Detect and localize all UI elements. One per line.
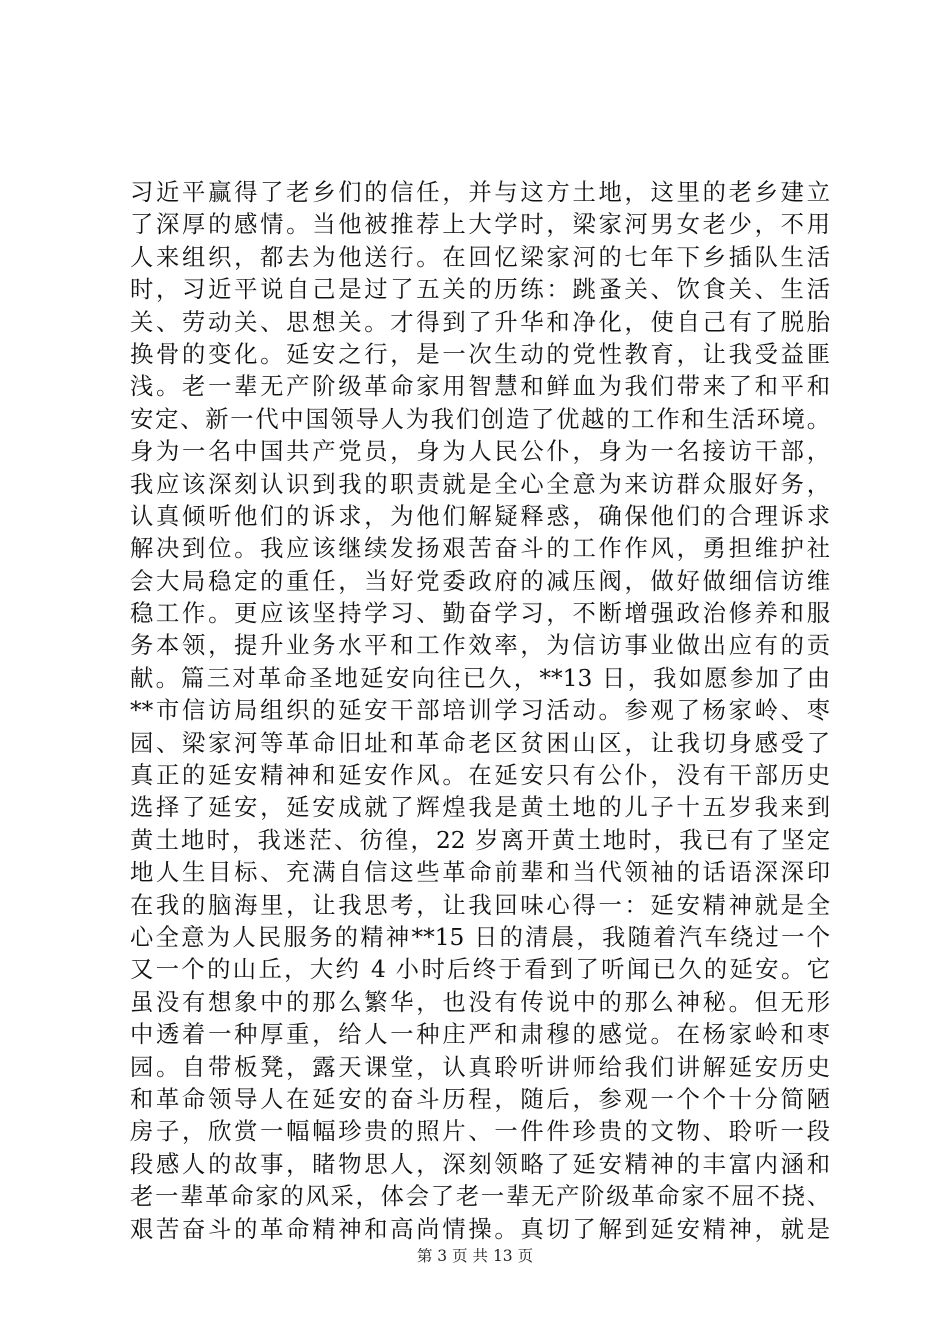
text-line: 认真倾听他们的诉求，为他们解疑释惑，确保他们的合理诉求 xyxy=(130,502,830,530)
text-line: 时，习近平说自己是过了五关的历练：跳蚤关、饮食关、生活 xyxy=(130,276,830,304)
text-line: 我应该深刻认识到我的职责就是全心全意为来访群众服好务， xyxy=(130,470,830,498)
text-line: 中透着一种厚重，给人一种庄严和肃穆的感觉。在杨家岭和枣 xyxy=(130,1021,830,1049)
text-line: 关、劳动关、思想关。才得到了升华和净化，使自己有了脱胎 xyxy=(130,308,830,336)
text-line: 园。自带板凳，露天课堂，认真聆听讲师给我们讲解延安历史 xyxy=(130,1053,830,1081)
text-line: 段感人的故事，睹物思人，深刻领略了延安精神的丰富内涵和 xyxy=(130,1150,830,1178)
text-line: 习近平赢得了老乡们的信任，并与这方土地，这里的老乡建立 xyxy=(130,179,830,206)
text-line: 园、梁家河等革命旧址和革命老区贫困山区，让我切身感受了 xyxy=(130,729,830,757)
text-line: 在我的脑海里，让我思考，让我回味心得一：延安精神就是全 xyxy=(130,891,830,919)
page-footer: 第 3 页 共 13 页 xyxy=(416,1247,534,1265)
text-line: 真正的延安精神和延安作风。在延安只有公仆，没有干部历史 xyxy=(130,762,830,790)
text-line: 又一个的山丘，大约 4 小时后终于看到了听闻已久的延安。它 xyxy=(130,956,830,984)
text-line: 会大局稳定的重任，当好党委政府的减压阀，做好做细信访维 xyxy=(130,567,830,595)
text-line: 身为一名中国共产党员，身为人民公仆，身为一名接访干部， xyxy=(130,438,830,466)
text-line: 人来组织，都去为他送行。在回忆梁家河的七年下乡插队生活 xyxy=(130,243,830,271)
text-line: 务本领，提升业务水平和工作效率，为信访事业做出应有的贡 xyxy=(130,632,830,660)
text-line: 老一辈革命家的风采，体会了老一辈无产阶级革命家不屈不挠、 xyxy=(130,1183,830,1211)
text-line: 稳工作。更应该坚持学习、勤奋学习，不断增强政治修养和服 xyxy=(130,600,830,628)
text-line: 浅。老一辈无产阶级革命家用智慧和鲜血为我们带来了和平和 xyxy=(130,373,830,401)
text-line: 了深厚的感情。当他被推荐上大学时，梁家河男女老少，不用 xyxy=(130,211,830,239)
text-line: 解决到位。我应该继续发扬艰苦奋斗的工作作风，勇担维护社 xyxy=(130,535,830,563)
text-line: 和革命领导人在延安的奋斗历程，随后，参观一个个十分简陋 xyxy=(130,1085,830,1113)
text-line: 换骨的变化。延安之行，是一次生动的党性教育，让我受益匪 xyxy=(130,340,830,368)
text-line: 献。篇三对革命圣地延安向往已久，**13 日，我如愿参加了由 xyxy=(130,664,830,692)
text-line: **市信访局组织的延安干部培训学习活动。参观了杨家岭、枣 xyxy=(130,697,830,725)
text-line: 虽没有想象中的那么繁华，也没有传说中的那么神秘。但无形 xyxy=(130,988,830,1016)
text-line: 安定、新一代中国领导人为我们创造了优越的工作和生活环境。 xyxy=(130,405,830,433)
text-line: 房子，欣赏一幅幅珍贵的照片、一件件珍贵的文物、聆听一段 xyxy=(130,1118,830,1146)
text-line: 地人生目标、充满自信这些革命前辈和当代领袖的话语深深印 xyxy=(130,859,830,887)
body-text xyxy=(130,177,830,1246)
text-line: 选择了延安，延安成就了辉煌我是黄土地的儿子十五岁我来到 xyxy=(130,794,830,822)
text-line: 艰苦奋斗的革命精神和高尚情操。真切了解到延安精神，就是 xyxy=(130,1215,830,1243)
text-line: 黄土地时，我迷茫、彷徨，22 岁离开黄土地时，我已有了坚定 xyxy=(130,826,830,854)
text-line: 心全意为人民服务的精神**15 日的清晨，我随着汽车绕过一个 xyxy=(130,923,830,951)
